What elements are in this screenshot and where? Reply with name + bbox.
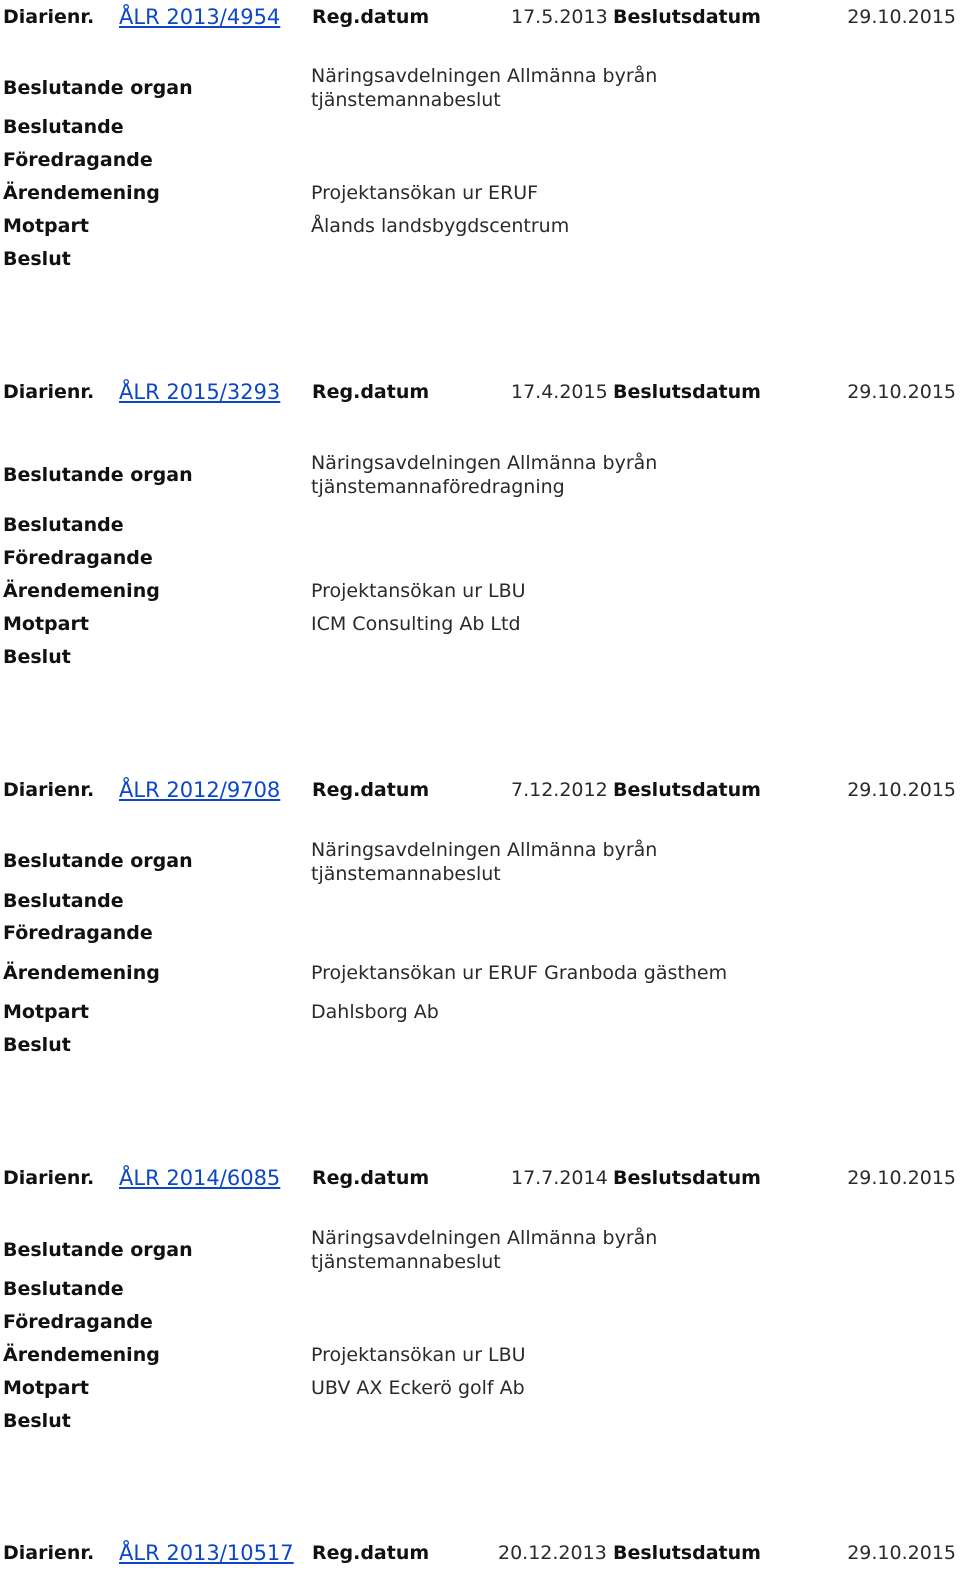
arendemening-label: Ärendemening <box>3 182 160 204</box>
arendemening-value: Projektansökan ur ERUF Granboda gästhem <box>311 962 728 984</box>
beslutande-label: Beslutande <box>3 514 124 536</box>
beslutande-organ-value-line2: tjänstemannabeslut <box>311 1251 501 1273</box>
motpart-label: Motpart <box>3 215 89 237</box>
regdatum-value: 7.12.2012 <box>511 779 608 801</box>
arendemening-label: Ärendemening <box>3 962 160 984</box>
foredragande-label: Föredragande <box>3 922 153 944</box>
diarienr-link[interactable]: ÅLR 2014/6085 <box>119 1166 281 1190</box>
beslutande-organ-label: Beslutande organ <box>3 1239 193 1261</box>
diarienr-label: Diarienr. <box>3 1167 95 1189</box>
diarienr-link[interactable]: ÅLR 2013/10517 <box>119 1541 294 1565</box>
beslutsdatum-label: Beslutsdatum <box>613 1542 761 1564</box>
beslutande-label: Beslutande <box>3 890 124 912</box>
arendemening-label: Ärendemening <box>3 1344 160 1366</box>
motpart-value: ICM Consulting Ab Ltd <box>311 613 521 635</box>
beslutsdatum-label: Beslutsdatum <box>613 381 761 403</box>
beslutande-label: Beslutande <box>3 1278 124 1300</box>
beslutsdatum-label: Beslutsdatum <box>613 779 761 801</box>
motpart-value: UBV AX Eckerö golf Ab <box>311 1377 525 1399</box>
beslutande-organ-label: Beslutande organ <box>3 464 193 486</box>
regdatum-value: 17.5.2013 <box>511 6 608 28</box>
regdatum-value: 17.7.2014 <box>511 1167 608 1189</box>
beslutande-organ-value-line1: Näringsavdelningen Allmänna byrån <box>311 452 658 474</box>
arendemening-label: Ärendemening <box>3 580 160 602</box>
beslutande-organ-value-line1: Näringsavdelningen Allmänna byrån <box>311 839 658 861</box>
beslutsdatum-value: 29.10.2015 <box>847 779 956 801</box>
regdatum-value: 17.4.2015 <box>511 381 608 403</box>
beslutande-organ-value-line2: tjänstemannabeslut <box>311 863 501 885</box>
diarienr-label: Diarienr. <box>3 779 95 801</box>
arendemening-value: Projektansökan ur ERUF <box>311 182 539 204</box>
diarienr-link[interactable]: ÅLR 2012/9708 <box>119 778 281 802</box>
diarienr-link[interactable]: ÅLR 2013/4954 <box>119 5 281 29</box>
diarienr-link[interactable]: ÅLR 2015/3293 <box>119 380 281 404</box>
beslutsdatum-value: 29.10.2015 <box>847 6 956 28</box>
beslutsdatum-label: Beslutsdatum <box>613 6 761 28</box>
foredragande-label: Föredragande <box>3 149 153 171</box>
regdatum-label: Reg.datum <box>312 381 430 403</box>
motpart-label: Motpart <box>3 613 89 635</box>
beslut-label: Beslut <box>3 248 71 270</box>
beslut-label: Beslut <box>3 646 71 668</box>
beslutsdatum-value: 29.10.2015 <box>847 1542 956 1564</box>
regdatum-label: Reg.datum <box>312 6 430 28</box>
regdatum-value: 20.12.2013 <box>498 1542 607 1564</box>
beslutsdatum-value: 29.10.2015 <box>847 1167 956 1189</box>
beslutsdatum-value: 29.10.2015 <box>847 381 956 403</box>
foredragande-label: Föredragande <box>3 1311 153 1333</box>
regdatum-label: Reg.datum <box>312 779 430 801</box>
arendemening-value: Projektansökan ur LBU <box>311 1344 526 1366</box>
motpart-value: Dahlsborg Ab <box>311 1001 439 1023</box>
motpart-value: Ålands landsbygdscentrum <box>311 215 570 237</box>
motpart-label: Motpart <box>3 1001 89 1023</box>
beslutsdatum-label: Beslutsdatum <box>613 1167 761 1189</box>
motpart-label: Motpart <box>3 1377 89 1399</box>
arendemening-value: Projektansökan ur LBU <box>311 580 526 602</box>
beslutande-organ-value-line1: Näringsavdelningen Allmänna byrån <box>311 65 658 87</box>
beslut-label: Beslut <box>3 1410 71 1432</box>
foredragande-label: Föredragande <box>3 547 153 569</box>
beslutande-organ-value-line2: tjänstemannaföredragning <box>311 476 565 498</box>
diarienr-label: Diarienr. <box>3 1542 95 1564</box>
beslutande-organ-label: Beslutande organ <box>3 77 193 99</box>
diarienr-label: Diarienr. <box>3 6 95 28</box>
beslutande-organ-value-line2: tjänstemannabeslut <box>311 89 501 111</box>
regdatum-label: Reg.datum <box>312 1542 430 1564</box>
regdatum-label: Reg.datum <box>312 1167 430 1189</box>
beslutande-organ-label: Beslutande organ <box>3 850 193 872</box>
diarienr-label: Diarienr. <box>3 381 95 403</box>
beslut-label: Beslut <box>3 1034 71 1056</box>
beslutande-label: Beslutande <box>3 116 124 138</box>
beslutande-organ-value-line1: Näringsavdelningen Allmänna byrån <box>311 1227 658 1249</box>
